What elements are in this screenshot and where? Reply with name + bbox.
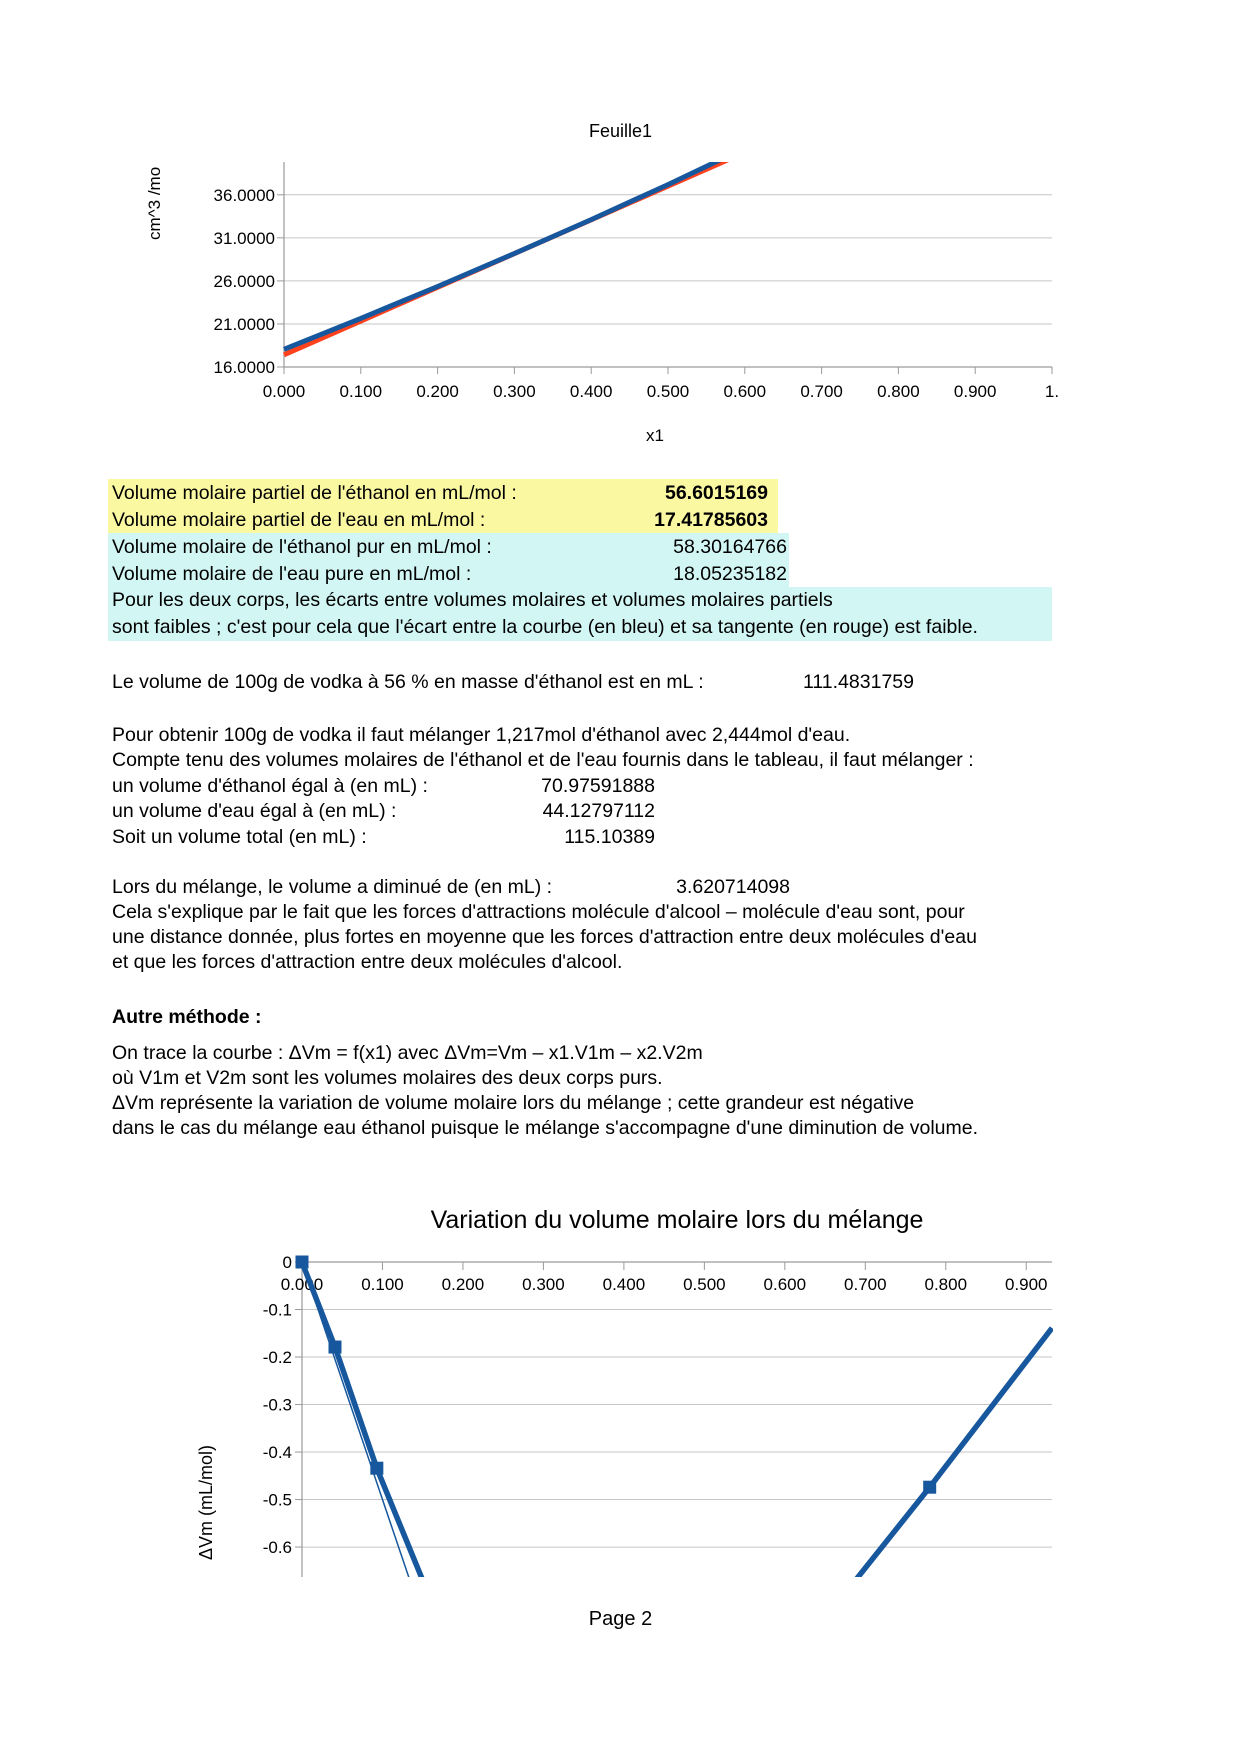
total-volume-label: Soit un volume total (en mL) :	[112, 826, 367, 848]
row-label-ethanol-partial: Volume molaire partiel de l'éthanol en mL/mol :	[112, 482, 517, 504]
method-line-4: dans le cas du mélange eau éthanol puisque le mélange s'accompagne d'une diminution de volume.	[112, 1117, 979, 1139]
vodka-volume-label: Le volume de 100g de vodka à 56 % en masse d'éthanol est en mL :	[112, 671, 704, 693]
row-label-water-pure: Volume molaire de l'eau pure en mL/mol :	[112, 563, 472, 585]
row-value-ethanol-partial: 56.6015169	[664, 482, 768, 504]
x-tick-label: 0.100	[339, 382, 383, 401]
series-line	[302, 1262, 1052, 1754]
row-value-ethanol-pure: 58.30164766	[673, 536, 787, 558]
y-tick-label: -0.1	[262, 1300, 292, 1320]
y-axis-title: cm^3 /mo	[145, 166, 164, 240]
y-tick-label: -0.5	[262, 1490, 292, 1510]
x-tick-label: 0.700	[844, 1275, 887, 1294]
row-value-water-partial: 17.41785603	[654, 509, 768, 531]
x-tick-label: 0.700	[800, 382, 843, 401]
data-point-marker	[296, 1256, 309, 1269]
chart-title: Variation du volume molaire lors du mélange	[430, 1206, 924, 1234]
x-tick-label: 1.	[1044, 382, 1060, 401]
method-heading: Autre méthode :	[112, 1006, 262, 1028]
row-value-water-pure: 18.05235182	[673, 563, 787, 585]
y-tick-label: 0	[282, 1253, 292, 1272]
water-volume-label: un volume d'eau égal à (en mL) :	[112, 800, 397, 822]
y-tick-label: -0.2	[262, 1348, 292, 1368]
method-line-3: ΔVm représente la variation de volume molaire lors du mélange ; cette grandeur est négative	[112, 1092, 915, 1114]
x-tick-label: 0.200	[441, 1275, 485, 1294]
explain-line-3: et que les forces d'attraction entre deux molécules d'alcool.	[112, 951, 623, 973]
y-axis-title: ΔVm (mL/mol)	[196, 1444, 216, 1560]
ethanol-volume-value: 70.97591888	[541, 775, 655, 797]
x-tick-label: 0.000	[262, 382, 306, 401]
series-line	[302, 1262, 415, 1595]
x-tick-label: 0.000	[280, 1275, 324, 1294]
note-line-2: sont faibles ; c'est pour cela que l'écart entre la courbe (en bleu) et sa tangente (en rouge) est faible.	[112, 616, 978, 638]
y-tick-label: -0.3	[262, 1395, 292, 1415]
x-tick-label: 0.100	[361, 1275, 404, 1294]
y-tick-label: 16.0000	[213, 358, 275, 377]
vodka-volume-value: 111.4831759	[803, 671, 914, 693]
x-tick-label: 0.600	[763, 1275, 807, 1294]
y-tick-label: -0.4	[262, 1443, 292, 1463]
data-point-marker	[923, 1481, 936, 1494]
x-axis-title: x1	[646, 426, 664, 445]
explain-line-2: une distance donnée, plus fortes en moyenne que les forces d'attraction entre deux molécules d'eau	[112, 926, 977, 948]
data-point-marker	[328, 1341, 341, 1354]
page-header: Feuille1	[588, 121, 653, 141]
x-tick-label: 0.900	[953, 382, 997, 401]
ethanol-volume-label: un volume d'éthanol égal à (en mL) :	[112, 775, 428, 797]
mix-line-2: Compte tenu des volumes molaires de l'éthanol et de l'eau fournis dans le tableau, il faut mélanger :	[112, 749, 974, 771]
method-line-2: où V1m et V2m sont les volumes molaires des deux corps purs.	[112, 1067, 663, 1089]
x-tick-label: 0.400	[602, 1275, 646, 1294]
decrease-value: 3.620714098	[676, 876, 790, 898]
chart-vm-vs-x1	[0, 0, 1241, 470]
y-tick-label: 26.0000	[213, 271, 275, 291]
x-tick-label: 0.600	[723, 382, 767, 401]
x-tick-label: 0.200	[416, 382, 459, 401]
y-tick-label: 31.0000	[213, 228, 275, 248]
method-line-1: On trace la courbe : ΔVm = f(x1) avec ΔVm=Vm – x1.V1m – x2.V2m	[112, 1042, 703, 1064]
total-volume-value: 115.10389	[564, 826, 655, 848]
row-label-water-partial: Volume molaire partiel de l'eau en mL/mol :	[112, 509, 486, 531]
x-tick-label: 0.900	[1004, 1275, 1048, 1294]
y-tick-label: -0.6	[262, 1538, 292, 1558]
x-tick-label: 0.500	[683, 1275, 726, 1294]
mix-line-1: Pour obtenir 100g de vodka il faut mélanger 1,217mol d'éthanol avec 2,444mol d'eau.	[112, 724, 851, 746]
y-tick-label: 36.0000	[213, 185, 275, 205]
x-tick-label: 0.400	[569, 382, 613, 401]
x-tick-label: 0.300	[493, 382, 536, 401]
water-volume-value: 44.12797112	[542, 800, 655, 822]
x-tick-label: 0.300	[522, 1275, 565, 1294]
x-tick-label: 0.500	[646, 382, 690, 401]
page-footer: Page 2	[588, 1608, 653, 1630]
series-line	[284, 152, 745, 354]
data-point-marker	[370, 1462, 383, 1475]
note-line-1: Pour les deux corps, les écarts entre volumes molaires et volumes molaires partiels	[112, 589, 833, 611]
x-tick-label: 0.800	[924, 1275, 968, 1294]
explain-line-1: Cela s'explique par le fait que les forces d'attractions molécule d'alcool – molécule d'eau sont, pour	[112, 901, 965, 923]
row-label-ethanol-pure: Volume molaire de l'éthanol pur en mL/mol :	[112, 536, 492, 558]
decrease-label: Lors du mélange, le volume a diminué de (en mL) :	[112, 876, 553, 898]
y-tick-label: 21.0000	[213, 314, 275, 334]
series-line	[284, 148, 745, 349]
x-tick-label: 0.800	[877, 382, 920, 401]
